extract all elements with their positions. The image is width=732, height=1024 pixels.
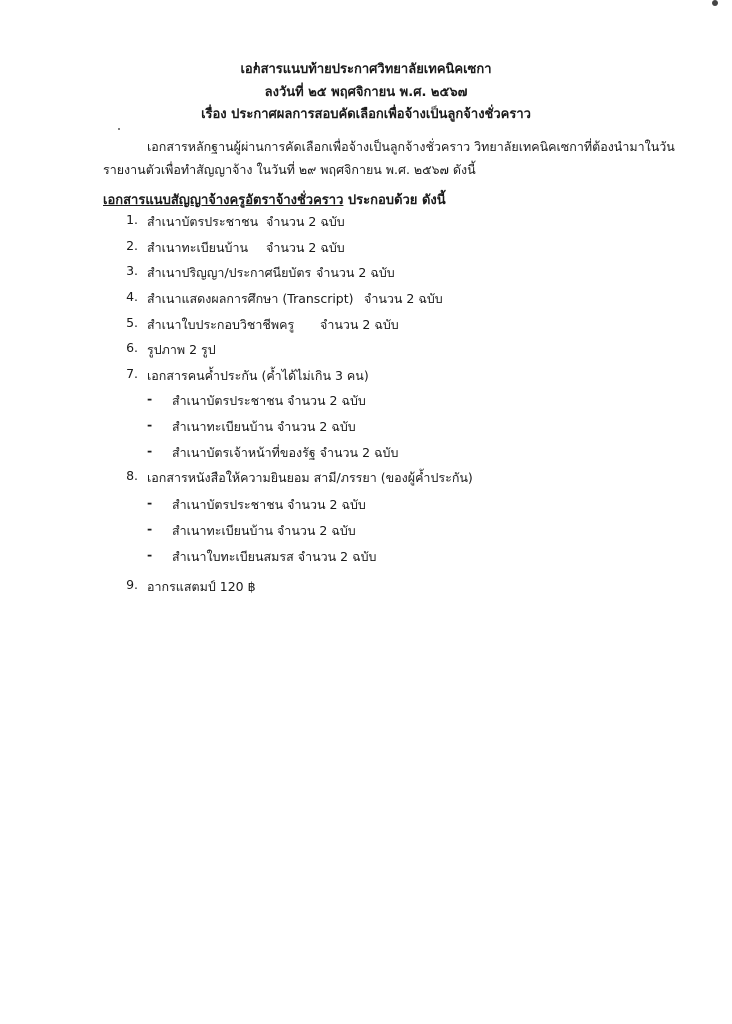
sub-item-text: สำเนาบัตรประชาชน จำนวน 2 ฉบับ	[172, 393, 366, 408]
item-number: 7.	[126, 366, 138, 381]
section-heading-underlined: เอกสารแนบสัญญาจ้างครูอัตราจ้างชั่วคราว	[103, 193, 344, 208]
item-text: สำเนาใบประกอบวิชาชีพครู	[147, 317, 295, 332]
item-number: 8.	[126, 468, 138, 483]
dash-bullet: -	[147, 391, 153, 406]
sub-item-text: สำเนาบัตรประชาชน จำนวน 2 ฉบับ	[172, 497, 366, 512]
item-text: สำเนาปริญญา/ประกาศนียบัตร	[147, 265, 312, 280]
dash-bullet: -	[147, 547, 153, 562]
sub-item-text: สำเนาใบทะเบียนสมรส จำนวน 2 ฉบับ	[172, 549, 377, 564]
item-number: 3.	[126, 263, 138, 278]
intro-line-1: เอกสารหลักฐานผู้ผ่านการคัดเลือกเพื่อจ้างเป็นลูกจ้างชั่วคราว วิทยาลัยเทคนิคเซกาที่ต้องนำมาในวัน	[147, 139, 675, 154]
sub-item-text: สำเนาทะเบียนบ้าน จำนวน 2 ฉบับ	[172, 419, 356, 434]
header-line-1: เอกสารแนบท้ายประกาศวิทยาลัยเทคนิคเซกา	[240, 62, 492, 77]
item-text: สำเนาทะเบียนบ้าน	[147, 240, 249, 255]
dash-bullet: -	[147, 495, 153, 510]
sub-item-text: สำเนาทะเบียนบ้าน จำนวน 2 ฉบับ	[172, 523, 356, 538]
item-text: สำเนาบัตรประชาชน	[147, 214, 259, 229]
item-qty: จำนวน 2 ฉบับ	[364, 291, 443, 306]
item-number: 2.	[126, 238, 138, 253]
section-heading	[103, 189, 446, 210]
header-line-3: เรื่อง ประกาศผลการสอบคัดเลือกเพื่อจ้างเป็นลูกจ้างชั่วคราว	[201, 107, 531, 122]
dash-bullet: -	[147, 521, 153, 536]
section-heading-rest: ประกอบด้วย ดังนี้	[343, 193, 446, 208]
item-text: อากรแสตมป์ 120 ฿	[147, 579, 256, 594]
sub-item-text: สำเนาบัตรเจ้าหน้าที่ของรัฐ จำนวน 2 ฉบับ	[172, 445, 399, 460]
item-number: 5.	[126, 315, 138, 330]
item-number: 9.	[126, 577, 138, 592]
item-qty: จำนวน 2 ฉบับ	[316, 265, 395, 280]
header-line-2: ลงวันที่ ๒๕ พฤศจิกายน พ.ศ. ๒๕๖๗	[264, 85, 468, 100]
item-text: เอกสารหนังสือให้ความยินยอม สามี/ภรรยา (ของผู้ค้ำประกัน)	[147, 470, 473, 485]
item-text: รูปภาพ 2 รูป	[147, 342, 216, 357]
item-text: สำเนาแสดงผลการศึกษา (Transcript)	[147, 291, 354, 306]
item-qty: จำนวน 2 ฉบับ	[320, 317, 399, 332]
item-text: เอกสารคนค้ำประกัน (ค้ำได้ไม่เกิน 3 คน)	[147, 368, 369, 383]
intro-line-2: รายงานตัวเพื่อทำสัญญาจ้าง ในวันที่ ๒๙ พฤศจิกายน พ.ศ. ๒๕๖๗ ดังนี้	[103, 162, 476, 177]
item-qty: จำนวน 2 ฉบับ	[266, 214, 345, 229]
scan-dot	[118, 128, 120, 130]
item-qty: จำนวน 2 ฉบับ	[266, 240, 345, 255]
item-number: 4.	[126, 289, 138, 304]
item-number: 1.	[126, 212, 138, 227]
item-number: 6.	[126, 340, 138, 355]
scan-speck	[712, 0, 718, 6]
dash-bullet: -	[147, 443, 153, 458]
dash-bullet: -	[147, 417, 153, 432]
